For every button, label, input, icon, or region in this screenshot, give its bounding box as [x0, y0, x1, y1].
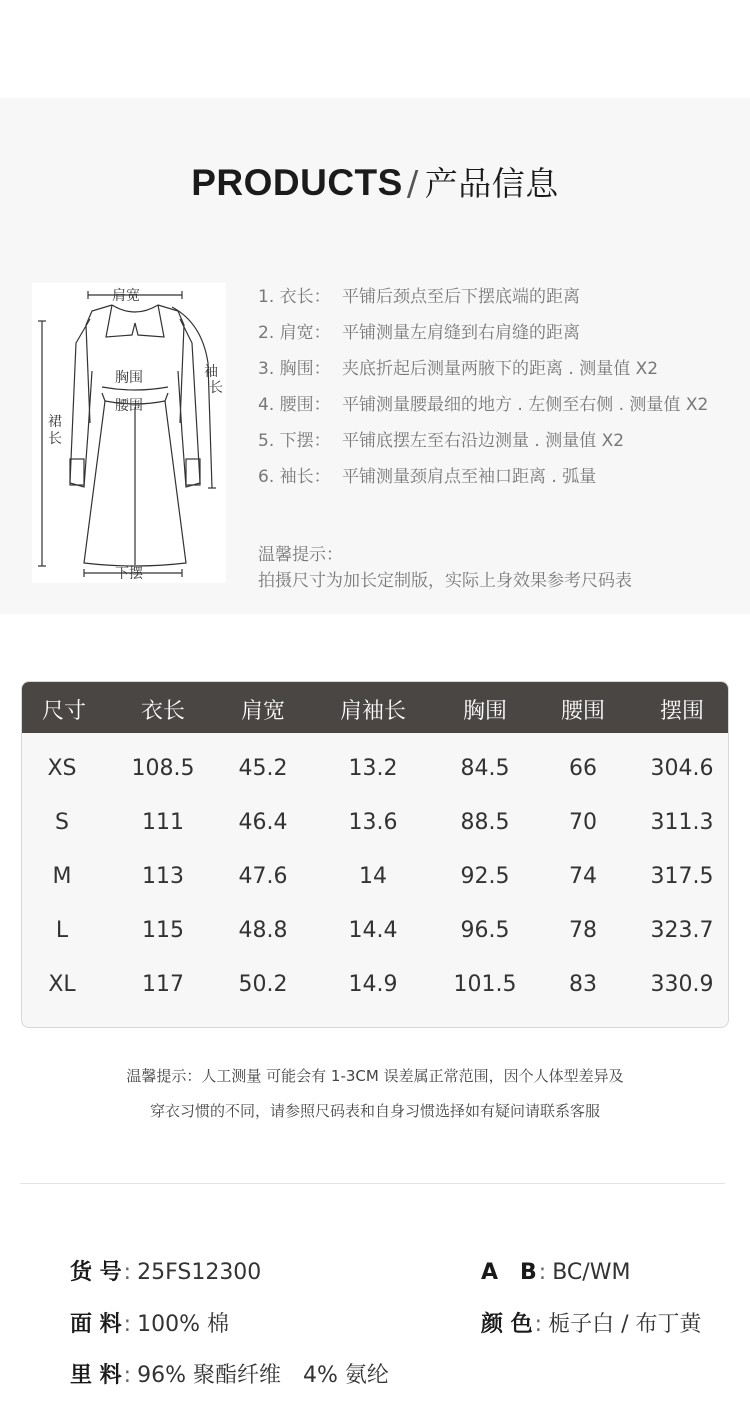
measurement-label: 4. 腰围： [258, 395, 331, 415]
measurement-item [258, 284, 738, 320]
table-cell: 66 [569, 756, 597, 781]
table-cell: 48.8 [238, 918, 288, 943]
table-cell: 50.2 [238, 972, 288, 997]
table-cell: 304.6 [650, 756, 714, 781]
measurement-text: 平铺后颈点至后下摆底端的距离 [342, 287, 580, 307]
lining: 里 料: 96% 聚酯纤维 4% 氨纶 [70, 1363, 389, 1388]
table-cell: 117 [142, 972, 184, 997]
label-shoulder: 肩宽 [112, 288, 140, 304]
tip-text: 拍摄尺寸为加长定制版，实际上身效果参考尺码表 [258, 571, 632, 591]
tip-title: 温馨提示： [258, 545, 343, 565]
header-length: 衣长 [140, 699, 186, 724]
header-hem: 摆围 [659, 699, 705, 724]
measurement-item [258, 428, 738, 464]
header-shoulder-sleeve: 肩袖长 [339, 699, 407, 724]
fabric-value: 100% 棉 [137, 1312, 229, 1337]
fabric: 面 料: 100% 棉 [70, 1312, 229, 1337]
table-cell: 111 [142, 810, 184, 835]
table-cell: 47.6 [238, 864, 288, 889]
lining-value: 96% 聚酯纤维 4% 氨纶 [137, 1363, 389, 1388]
table-cell: 115 [142, 918, 184, 943]
table-cell: 84.5 [460, 756, 510, 781]
label-waist: 腰围 [115, 398, 143, 414]
dress-measurement-diagram [32, 283, 226, 583]
table-cell: 88.5 [460, 810, 510, 835]
table-cell: XL [48, 972, 76, 997]
title-chinese: 产品信息 [424, 164, 559, 203]
ab-value: BC/WM [552, 1260, 631, 1285]
color-label: 颜 色 [481, 1312, 533, 1337]
table-cell: 108.5 [131, 756, 195, 781]
label-hem: 下摆 [115, 566, 143, 582]
label-length-a: 裙 [48, 414, 62, 430]
table-cell: 13.6 [348, 810, 398, 835]
table-cell: 317.5 [650, 864, 714, 889]
table-row [22, 796, 729, 850]
table-cell: 14 [359, 864, 387, 889]
fabric-label: 面 料 [70, 1312, 122, 1337]
measurement-label: 5. 下摆： [258, 431, 331, 451]
ab-label: A B [481, 1260, 537, 1285]
table-cell: 311.3 [650, 810, 714, 835]
color: 颜 色: 栀子白 / 布丁黄 [481, 1312, 702, 1337]
ab-code: A B: BC/WM [481, 1260, 631, 1285]
table-cell: 323.7 [650, 918, 714, 943]
table-cell: 70 [569, 810, 597, 835]
measurement-notice-line1: 温馨提示：人工测量 可能会有 1-3CM 误差属正常范围，因个人体型差异及 [126, 1067, 624, 1085]
measurement-text: 平铺测量腰最细的地方 . 左侧至右侧 . 测量值 X2 [342, 395, 709, 415]
measurement-label: 3. 胸围： [258, 359, 331, 379]
label-length-b: 长 [48, 431, 62, 447]
table-cell: 83 [569, 972, 597, 997]
size-table [21, 681, 729, 1028]
measurement-text: 平铺测量颈肩点至袖口距离 . 弧量 [342, 467, 597, 487]
measurement-text: 平铺测量左肩缝到右肩缝的距离 [342, 323, 580, 343]
label-sleeve-b: 长 [209, 380, 223, 396]
measurement-notice-line2: 穿衣习惯的不同，请参照尺码表和自身习惯选择如有疑问请联系客服 [149, 1102, 600, 1120]
header-size: 尺寸 [41, 699, 87, 724]
table-cell: L [55, 918, 69, 943]
table-row [22, 904, 729, 958]
table-cell: S [55, 810, 69, 835]
size-table-header [22, 682, 729, 733]
title-separator: / [406, 164, 419, 204]
header-chest: 胸围 [462, 699, 508, 724]
table-row [22, 958, 729, 1012]
table-cell: 78 [569, 918, 597, 943]
title-english: PRODUCTS [191, 162, 403, 203]
measurement-label: 1. 衣长： [258, 287, 331, 307]
table-cell: 330.9 [650, 972, 714, 997]
table-cell: 13.2 [348, 756, 398, 781]
measurement-guide-list [258, 284, 738, 500]
divider [20, 1183, 725, 1184]
header-shoulder: 肩宽 [240, 699, 286, 724]
measurement-text: 夹底折起后测量两腋下的距离 . 测量值 X2 [342, 359, 659, 379]
dress-sketch-icon [32, 283, 226, 583]
lining-label: 里 料 [70, 1363, 122, 1388]
page-title [0, 158, 750, 205]
table-cell: XS [47, 756, 77, 781]
table-cell: 74 [569, 864, 597, 889]
header-waist: 腰围 [560, 699, 606, 724]
photo-tip [258, 542, 632, 594]
label-chest: 胸围 [115, 370, 143, 386]
table-cell: 92.5 [460, 864, 510, 889]
measurement-label: 2. 肩宽： [258, 323, 331, 343]
color-value: 栀子白 / 布丁黄 [548, 1312, 702, 1337]
table-cell: 14.4 [348, 918, 398, 943]
table-cell: 101.5 [453, 972, 517, 997]
measurement-item [258, 320, 738, 356]
measurement-item [258, 464, 738, 500]
measurement-text: 平铺底摆左至右沿边测量 . 测量值 X2 [342, 431, 625, 451]
table-cell: 96.5 [460, 918, 510, 943]
table-cell: 14.9 [348, 972, 398, 997]
item-number-value: 25FS12300 [137, 1260, 262, 1285]
item-number-label: 货 号 [70, 1260, 122, 1285]
label-sleeve-a: 袖 [204, 364, 218, 380]
table-row [22, 742, 729, 796]
table-cell: 113 [142, 864, 184, 889]
table-cell: M [52, 864, 72, 889]
table-cell: 46.4 [238, 810, 288, 835]
table-cell: 45.2 [238, 756, 288, 781]
measurement-label: 6. 袖长： [258, 467, 331, 487]
item-number: 货 号: 25FS12300 [70, 1260, 262, 1285]
measurement-item [258, 356, 738, 392]
table-row [22, 850, 729, 904]
measurement-item [258, 392, 738, 428]
